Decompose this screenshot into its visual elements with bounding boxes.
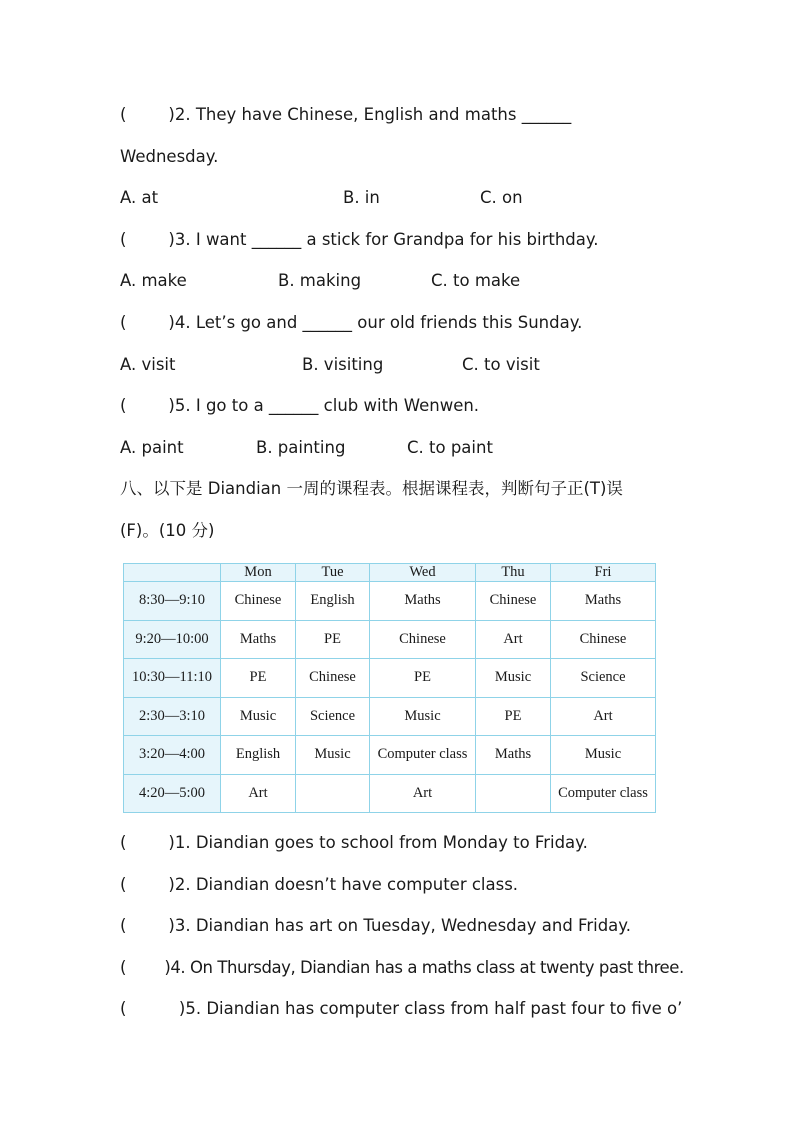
option-b[interactable]: B. painting [256,438,346,457]
table-cell: Music [476,659,551,698]
table-cell: PE [221,659,296,698]
option-c[interactable]: C. to paint [407,438,493,457]
table-cell: Science [296,697,370,736]
question-2 [120,104,571,126]
option-a[interactable]: A. at [120,188,159,207]
table-cell: PE [370,659,476,698]
table-cell: Computer class [370,736,476,775]
table-cell: Science [551,659,656,698]
table-cell: English [296,582,370,621]
option-a[interactable]: A. visit [120,355,176,374]
table-row [124,697,656,736]
table-cell: Music [221,697,296,736]
table-cell: Music [370,697,476,736]
question-text: 4. Let’s go and ______ our old friends this Sunday. [174,313,583,332]
table-cell: Music [551,736,656,775]
table-cell: Maths [476,736,551,775]
option-b[interactable]: B. visiting [302,355,384,374]
table-cell: English [221,736,296,775]
answer-blank[interactable]: ( ) [120,230,175,249]
option-b[interactable]: B. making [278,271,362,290]
header-cell-tue: Tue [296,564,370,582]
option-a[interactable]: A. paint [120,438,184,457]
answer-blank[interactable]: ( ) [120,875,175,894]
time-cell: 9:20—10:00 [124,620,221,659]
table-cell: Art [370,774,476,813]
table-cell: Chinese [221,582,296,621]
statement-text: 1. Diandian goes to school from Monday to Friday. [174,833,588,852]
header-cell-thu: Thu [476,564,551,582]
option-c[interactable]: C. to visit [462,355,540,374]
header-cell-fri: Fri [551,564,656,582]
table-cell: PE [476,697,551,736]
statement-3 [120,915,631,937]
answer-blank[interactable]: ( ) [120,833,175,852]
time-cell: 2:30—3:10 [124,697,221,736]
table-cell: Art [476,620,551,659]
time-cell: 3:20—4:00 [124,736,221,775]
table-cell [476,774,551,813]
table-cell: PE [296,620,370,659]
table-cell: Chinese [296,659,370,698]
table-row [124,582,656,621]
question-text: 5. I go to a ______ club with Wenwen. [174,396,480,415]
table-cell: Chinese [551,620,656,659]
table-cell: Art [551,697,656,736]
option-c[interactable]: C. on [480,188,523,207]
table-row [124,620,656,659]
question-5 [120,395,479,417]
answer-blank[interactable]: ( ) [120,105,175,124]
table-row [124,736,656,775]
statement-2 [120,874,518,896]
table-cell: Maths [370,582,476,621]
statement-text: 4. On Thursday, Diandian has a maths class at twenty past three. [170,958,684,977]
answer-blank[interactable]: ( ) [120,396,175,415]
table-cell: Art [221,774,296,813]
statement-text: 2. Diandian doesn’t have computer class. [174,875,519,894]
option-a[interactable]: A. make [120,271,187,290]
question-3 [120,229,599,251]
table-cell: Maths [551,582,656,621]
table-cell: Maths [221,620,296,659]
table-cell: Chinese [476,582,551,621]
statement-text: 5. Diandian has computer class from half past four to five o’ [185,999,683,1018]
question-4 [120,312,582,334]
header-cell-corner [124,564,221,582]
schedule-table [123,563,656,813]
answer-blank[interactable]: ( ) [120,916,175,935]
table-cell: Computer class [551,774,656,813]
time-cell: 10:30—11:10 [124,659,221,698]
answer-blank[interactable]: ( ) [120,999,186,1018]
answer-blank[interactable]: ( ) [120,313,175,332]
table-header-row [124,564,656,582]
time-cell: 4:20—5:00 [124,774,221,813]
section-8-heading-cont: (F)。(10 分) [120,521,215,540]
table-cell: Chinese [370,620,476,659]
statement-5 [120,998,682,1020]
question-text: 2. They have Chinese, English and maths ______ [174,105,572,124]
table-row [124,774,656,813]
statement-text: 3. Diandian has art on Tuesday, Wednesday and Friday. [174,916,631,935]
table-cell [296,774,370,813]
option-b[interactable]: B. in [343,188,380,207]
option-c[interactable]: C. to make [431,271,521,290]
question-2-continuation: Wednesday. [120,147,219,166]
answer-blank[interactable]: ( ) [120,958,171,977]
question-text: 3. I want ______ a stick for Grandpa for his birthday. [174,230,599,249]
header-cell-mon: Mon [221,564,296,582]
statement-4 [120,957,684,979]
section-8-heading: 八、以下是 Diandian 一周的课程表。根据课程表，判断句子正(T)误 [120,479,623,498]
time-cell: 8:30—9:10 [124,582,221,621]
table-row [124,659,656,698]
statement-1 [120,832,588,854]
header-cell-wed: Wed [370,564,476,582]
table-cell: Music [296,736,370,775]
